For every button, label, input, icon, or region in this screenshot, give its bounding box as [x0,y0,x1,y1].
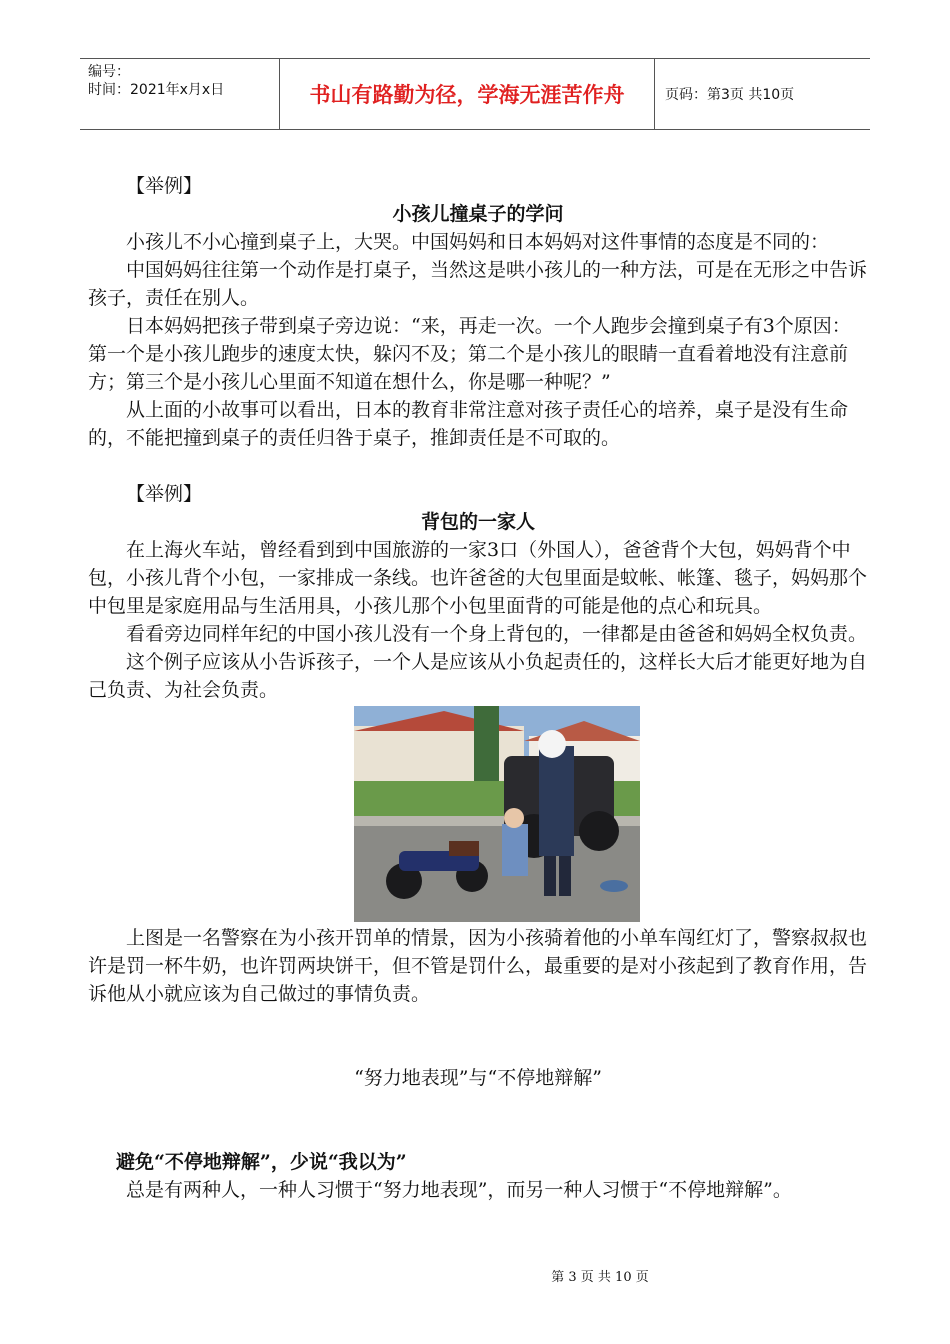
paragraph: 小孩儿不小心撞到桌子上，大哭。中国妈妈和日本妈妈对这件事情的态度是不同的： [126,231,830,253]
paragraph: 在上海火车站，曾经看到到中国旅游的一家3口（外国人），爸爸背个大包，妈妈背个中包，小孩儿背个小包，一家排成一条线。也许爸爸的大包里面是蚊帐、帐篷、毯子，妈妈那个中包里是家庭用品与生活用具，小孩儿那个小包里面背的可能是他的点心和玩具。 [88,539,868,617]
section-title: 小孩儿撞桌子的学问 [392,203,564,225]
paragraph: 中国妈妈往往第一个动作是打桌子，当然这是哄小孩儿的一种方法，可是在无形之中告诉孩子，责任在别人。 [88,259,868,309]
police-photo [354,706,640,922]
section-heading: “努力地表现”与“不停地辩解” [354,1067,602,1089]
header-meta [80,59,280,129]
header-page-info: 页码：第3页 共10页 [665,87,795,103]
date-label: 时间：2021年x月x日 [88,82,225,98]
example-tag: 【举例】 [126,175,203,197]
footer-page-number: 第 3 页 共 10 页 [551,1270,649,1285]
paragraph: 从上面的小故事可以看出，日本的教育非常注意对孩子责任心的培养，桌子是没有生命的，不能把撞到桌子的责任归咎于桌子，推卸责任是不可取的。 [88,399,849,449]
document-body [88,172,868,1204]
example-tag: 【举例】 [126,483,203,505]
paragraph: 总是有两种人，一种人习惯于“努力地表现”，而另一种人习惯于“不停地辩解”。 [126,1179,792,1201]
paragraph: 这个例子应该从小告诉孩子，一个人是应该从小负起责任的，这样长大后才能更好地为自己负责、为社会负责。 [88,651,868,701]
paragraph: 日本妈妈把孩子带到桌子旁边说：“来，再走一次。一个人跑步会撞到桌子有3个原因：第一个是小孩儿跑步的速度太快，躲闪不及；第二个是小孩儿的眼睛一直看着地没有注意前方；第三个是小孩儿心里面不知道在想什么，你是哪一种呢？” [88,315,851,393]
page-header [80,58,870,130]
header-motto: 书山有路勤为径，学海无涯苦作舟 [280,59,655,129]
photo-caption: 上图是一名警察在为小孩开罚单的情景，因为小孩骑着他的小单车闯红灯了，警察叔叔也许是罚一杯牛奶，也许罚两块饼干，但不管是罚什么，最重要的是对小孩起到了教育作用，告诉他从小就应该为自己做过的事情负责。 [88,927,868,1005]
section-title: 背包的一家人 [420,511,535,533]
section-subheading: 避免“不停地辩解”，少说“我以为” [116,1151,407,1173]
page-footer [0,1266,950,1285]
number-label: 编号： [88,64,130,80]
paragraph: 看看旁边同样年纪的中国小孩儿没有一个身上背包的，一律都是由爸爸和妈妈全权负责。 [126,623,868,645]
